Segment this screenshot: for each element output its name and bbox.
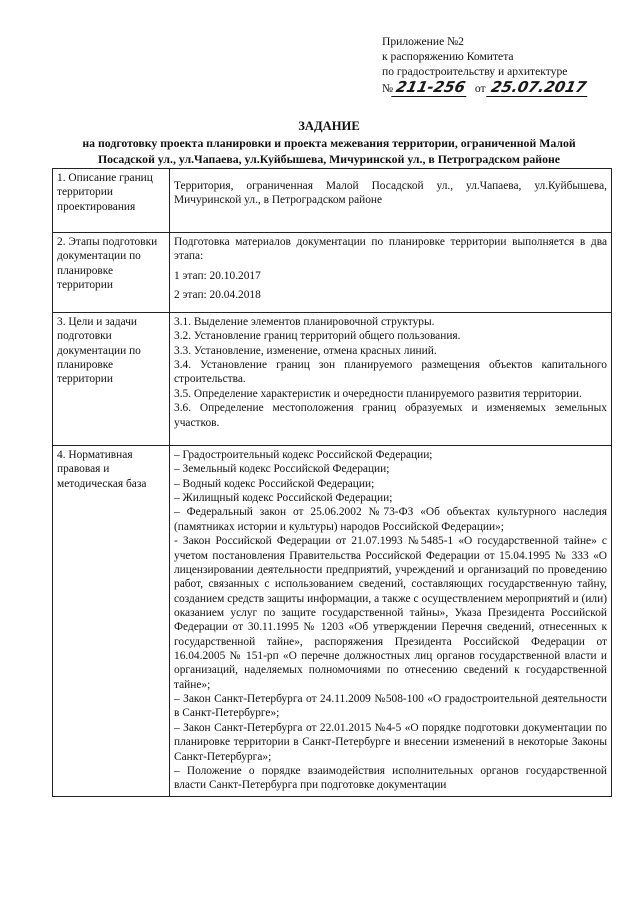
handwritten-order-number: 211-256: [391, 80, 469, 97]
list-item: 3.5. Определение характеристик и очередности планируемого развития территории.: [174, 387, 582, 400]
table-row: [53, 169, 612, 233]
list-item: 3.1. Выделение элементов планировочной структуры.: [174, 316, 435, 328]
document-title: [48, 118, 610, 167]
task-table: [52, 168, 612, 797]
list-item: – Положение о порядке взаимодействия исполнительных органов государственной власти Санкт-Петербурга при подготовке документации: [174, 764, 607, 792]
date-prefix: от: [474, 82, 486, 96]
row-content: [170, 446, 612, 797]
list-item: – Федеральный закон от 25.06.2002 №73-ФЗ «Об объектах культурного наследия (памятниках истории и культуры) народов Российской Федерации»;: [174, 506, 607, 533]
table-row: [53, 233, 612, 313]
list-item: – Жилищный кодекс Российской Федерации;: [174, 492, 393, 505]
list-item: – Закон Санкт-Петербурга от 22.01.2015 №4-5 «О порядке подготовки документации по планировке территории в Санкт-Петербурге и внесении изменений в некоторые Законы Санкт-Петербурга»;: [174, 721, 607, 763]
table-row: [53, 446, 612, 797]
list-item: – Водный кодекс Российской Федерации;: [174, 477, 375, 490]
appendix-committee-line: по градостроительству и архитектуре: [382, 65, 568, 79]
appendix-header: [382, 34, 622, 97]
list-item: 3.3. Установление, изменение, отмена красных линий.: [174, 344, 437, 357]
stages-intro: Подготовка материалов документации по планировке территории выполняется в два этапа:: [174, 236, 607, 263]
title-line-2: Посадской ул., ул.Чапаева, ул.Куйбышева, Мичуринской ул., в Петроградском районе: [97, 151, 561, 166]
row-label: 1. Описание границ территории проектирования: [53, 169, 170, 233]
stage-1: 1 этап: 20.10.2017: [174, 269, 261, 282]
appendix-title: Приложение №2: [382, 35, 464, 48]
row-label: 2. Этапы подготовки документации по планировке территории: [53, 233, 170, 313]
list-item: – Закон Санкт-Петербурга от 24.11.2009 №508-100 «О градостроительной деятельности в Санкт-Петербурге»;: [174, 693, 607, 720]
appendix-order-line: к распоряжению Комитета: [382, 50, 514, 64]
row-content: [170, 313, 612, 446]
appendix-number-line: [382, 80, 622, 97]
list-item: 3.6. Определение местоположения границ образуемых и изменяемых земельных участков.: [174, 402, 607, 429]
title-main: ЗАДАНИЕ: [298, 119, 360, 133]
handwritten-order-date: 25.07.2017: [487, 80, 591, 97]
row-content: [170, 233, 612, 313]
list-item: - Закон Российской Федерации от 21.07.1993 №5485-1 «О государственной тайне» с учетом постановления Правительства Российской Федерации от 15.04.1995 № 333 «О лицензировании деятельности предприятий, учреждений и организаций по проведению работ, связанных с использованием сведений, составляющих государственную тайну, созданием средств защиты информации, а также с осуществлением мероприятий и (или) оказанием услуг по защите государственной тайны», Указа Президента Российской Федерации от 30.11.1995 № 1203 «Об утверждении Перечня сведений, отнесенных к государственной тайне», распоряжения Президента Российской Федерации от 16.04.2005 № 151-рп «О перечне должностных лиц органов государственной власти и организаций, наделяемых полномочиями по отнесению сведений к государственной тайне»;: [174, 535, 607, 691]
list-item: 3.2. Установление границ территорий общего пользования.: [174, 330, 461, 343]
stage-2: 2 этап: 20.04.2018: [174, 289, 261, 302]
list-item: – Градостроительный кодекс Российской Федерации;: [174, 449, 433, 461]
title-line-1: на подготовку проекта планировки и проекта межевания территории, ограниченной Малой: [82, 136, 576, 151]
row-text: Территория, ограниченная Малой Посадской ул., ул.Чапаева, ул.Куйбышева, Мичуринской ул., в Петроградском районе: [170, 169, 612, 233]
list-item: 3.4. Установление границ зон планируемого размещения объектов капитального строительства.: [174, 359, 607, 386]
list-item: – Земельный кодекс Российской Федерации;: [174, 463, 390, 476]
table-row: [53, 313, 612, 446]
row-label: 3. Цели и задачи подготовки документации по планировке территории: [53, 313, 170, 446]
row-label: 4. Нормативная правовая и методическая база: [53, 446, 170, 797]
number-prefix: №: [382, 82, 394, 96]
